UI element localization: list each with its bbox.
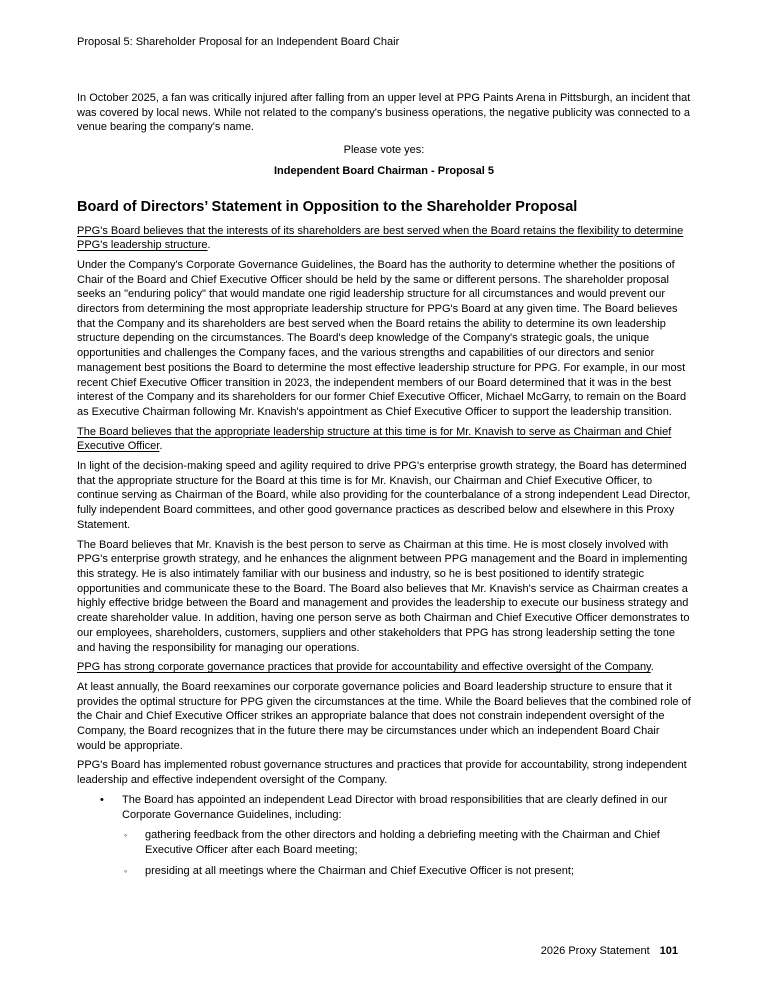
page-footer: [541, 944, 678, 958]
underlined-text: The Board believes that the appropriate leadership structure at this time is for Mr. Knavish to serve as Chairman and Chief Executive Officer: [77, 425, 672, 453]
opposition-statement-heading: Board of Directors’ Statement in Opposition to the Shareholder Proposal: [77, 198, 578, 215]
intro-paragraph: In October 2025, a fan was critically injured after falling from an upper level at PPG Paints Arena in Pittsburgh, an incident that was covered by local news. While not related to the company's business operations, the negative publicity was connected to a venue bearing the company's name.: [77, 92, 691, 134]
bullet-icon: •: [100, 793, 104, 806]
sub-bullet-text: gathering feedback from the other directors and holding a debriefing meeting with the Chairman and Chief Executive Officer after each Board meeting;: [145, 829, 660, 856]
statement-suffix: .: [650, 661, 654, 674]
circle-bullet-icon: ◦: [124, 865, 128, 876]
statement-suffix: .: [159, 440, 163, 453]
underlined-text: PPG has strong corporate governance practices that provide for accountability and effective oversight of the Company: [77, 661, 651, 674]
statement-suffix: .: [207, 239, 211, 252]
vote-prompt: Please vote yes:: [343, 144, 425, 157]
paragraph-annual-review: At least annually, the Board reexamines our corporate governance policies and Board leadership structure to ensure that it provides the optimal structure for PPG given the circumstances at the time. While the Board believes that the combined role of the Chair and Chief Executive Officer strikes an appropriate balance that does not constrain independent oversight of the Company, the Board recognizes that in the future there may be circumstances under which an independent Board Chair would be appropriate.: [77, 680, 691, 752]
underlined-statement-flexibility: [77, 224, 691, 253]
sub-list-item-presiding-meetings: [77, 864, 691, 879]
bullet-text: The Board has appointed an independent Lead Director with broad responsibilities that are clearly defined in our Corporate Governance Guidelines, including:: [122, 793, 668, 821]
underlined-text: PPG's Board believes that the interests of its shareholders are best served when the Board retains the flexibility to determine PPG's leadership structure: [77, 224, 684, 252]
list-item-lead-director: [77, 793, 691, 822]
sub-bullet-text: presiding at all meetings where the Chairman and Chief Executive Officer is not present;: [145, 864, 575, 877]
sub-list-item-gathering-feedback: [77, 828, 691, 857]
paragraph-governance-guidelines: Under the Company's Corporate Governance Guidelines, the Board has the authority to determine whether the positions of Chair of the Board and Chief Executive Officer should be held by the same or different persons. The shareholder proposal seeks an "enduring policy" that would mandate one rigid leadership structure for all circumstances and would prevent our directors from determining the most appropriate leadership structure for PPG's Board at any given time. The Board believes that the Company and its shareholders are best served when the Board retains the ability to determine its own leadership structure depending on the circumstances. The Board's deep knowledge of the Company's strategic goals, the unique opportunities and challenges the Company faces, and the various strengths and capabilities of our directors and senior management best positions the Board to determine the most effective leadership structure for PPG. For example, in our most recent Chief Executive Officer transition in 2023, the independent members of our Board determined that it was in the best interest of the Company and its shareholders for our former Chief Executive Officer, Michael McGarry, to remain on the Board as Executive Chairman following Mr. Knavish's appointment as Chief Executive Officer to support the leadership transition.: [77, 258, 687, 418]
underlined-statement-knavish-chairman: [77, 425, 691, 454]
underlined-statement-governance-practices: [77, 660, 691, 675]
page-number: 101: [659, 945, 678, 957]
circle-bullet-icon: ◦: [124, 830, 128, 841]
footer-document-label: 2026 Proxy Statement: [540, 945, 650, 957]
paragraph-robust-governance: PPG's Board has implemented robust governance structures and practices that provide for accountability, strong independent leadership and effective independent oversight of the Company.: [77, 759, 687, 787]
proposal-title: Independent Board Chairman - Proposal 5: [273, 164, 495, 177]
paragraph-decision-making-speed: In light of the decision-making speed and agility required to drive PPG's enterprise growth strategy, the Board has determined that the appropriate structure for the Board at this time is for Mr. Knavish, our Chairman and Chief Executive Officer, to continue serving as Chairman of the Board, while also providing for the counterbalance of a strong independent Lead Director, fully independent Board committees, and other good governance practices as described below and elsewhere in this Proxy Statement.: [77, 460, 691, 531]
running-header: Proposal 5: Shareholder Proposal for an Independent Board Chair: [77, 36, 400, 48]
page-content: [77, 91, 691, 884]
paragraph-best-person: The Board believes that Mr. Knavish is the best person to serve as Chairman at this time. He is most closely involved with PPG's enterprise growth strategy, and he enhances the alignment between PPG management and the Board in implementing this strategy. He is also intimately familiar with our business and industry, so he is best positioned to identify strategic opportunities and communicate these to the Board. The Board also believes that Mr. Knavish's service as Chairman creates a highly effective bridge between the Board and management and provides the leadership to execute our business strategy and create shareholder value. In addition, having one person serve as both Chairman and Chief Executive Officer demonstrates to our employees, shareholders, customers, suppliers and other stakeholders that PPG has strong leadership setting the tone and having the responsibility for managing our operations.: [77, 538, 690, 654]
